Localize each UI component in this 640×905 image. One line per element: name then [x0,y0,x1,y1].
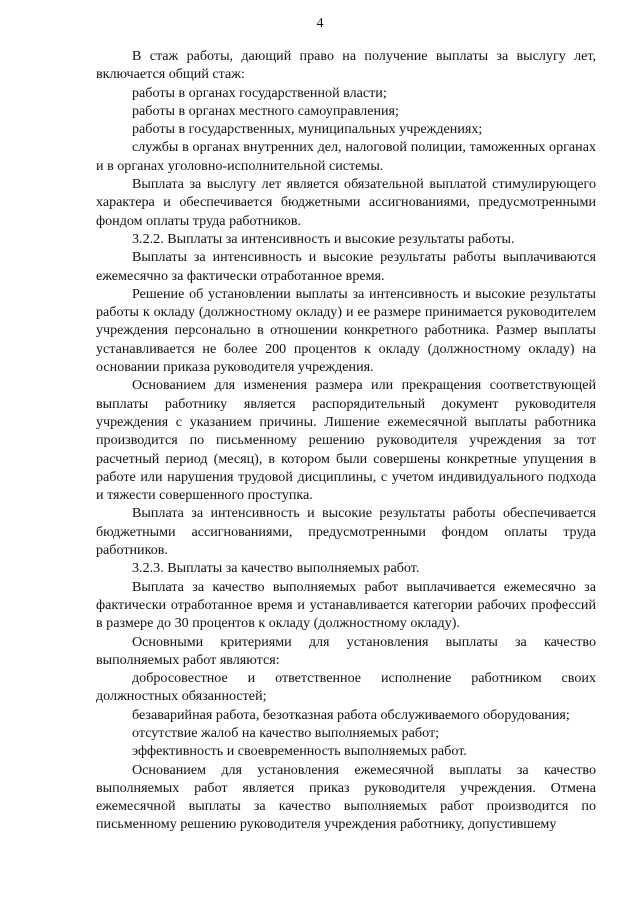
page-number: 4 [316,16,324,31]
paragraph: работы в органах государственной власти; [132,84,387,101]
paragraph: добросовестное и ответственное исполнение работником своих должностных обязанностей; [96,670,596,705]
document-body [96,47,596,834]
paragraph: В стаж работы, дающий право на получение выплаты за выслугу лет, включается общий стаж: [96,48,596,83]
paragraph: Выплата за качество выполняемых работ выплачивается ежемесячно за фактически отработанное время и устанавливается категории рабочих профессий в размере до 30 процентов к окладу (должностному окладу). [96,578,596,632]
paragraph: Выплаты за интенсивность и высокие результаты работы выплачиваются ежемесячно за фактически отработанное время. [96,249,596,284]
paragraph: Решение об установлении выплаты за интенсивность и высокие результаты работы к окладу (должностному окладу) и ее размере принимается руководителем учреждения персонально в отношении конкретного работника. Размер выплаты устанавливается не более 200 процентов к окладу (должностному окладу) на основании приказа руководителя учреждения. [96,285,596,376]
paragraph: Основанием для изменения размера или прекращения соответствующей выплаты работнику является распорядительный документ руководителя учреждения с указанием причины. Лишение ежемесячной выплаты работника производится по письменному решению руководителя учреждения за тот расчетный период (месяц), в котором были совершены конкретные упущения в работе или нарушения трудовой дисциплины, с учетом индивидуального подхода и тяжести совершенного проступка. [96,377,596,504]
paragraph: работы в государственных, муниципальных учреждениях; [132,121,483,138]
section-heading: 3.2.2. Выплаты за интенсивность и высокие результаты работы. [132,230,515,247]
paragraph: службы в органах внутренних дел, налоговой полиции, таможенных органах и в органах уголовно-исполнительной системы. [96,139,596,174]
paragraph: Выплата за выслугу лет является обязательной выплатой стимулирующего характера и обеспечивается бюджетными ассигнованиями, предусмотренными фондом оплаты труда работников. [96,176,596,229]
paragraph: безаварийная работа, безотказная работа обслуживаемого оборудования; [132,706,570,723]
section-heading: 3.2.3. Выплаты за качество выполняемых работ. [132,560,420,577]
paragraph: Основанием для установления ежемесячной выплаты за качество выполняемых работ является приказ руководителя учреждения. Отмена ежемесячной выплаты за качество выполняемых работ производится по письменному решению руководителя учреждения работнику, допустившему [96,761,596,833]
paragraph: Выплата за интенсивность и высокие результаты работы обеспечивается бюджетными ассигнованиями, предусмотренными фондом оплаты труда работников. [96,505,596,559]
paragraph: Основными критериями для установления выплаты за качество выполняемых работ являются: [96,633,596,668]
paragraph: отсутствие жалоб на качество выполняемых работ; [132,724,440,741]
paragraph: эффективность и своевременность выполняемых работ. [132,743,467,760]
paragraph: работы в органах местного самоуправления; [132,102,399,119]
